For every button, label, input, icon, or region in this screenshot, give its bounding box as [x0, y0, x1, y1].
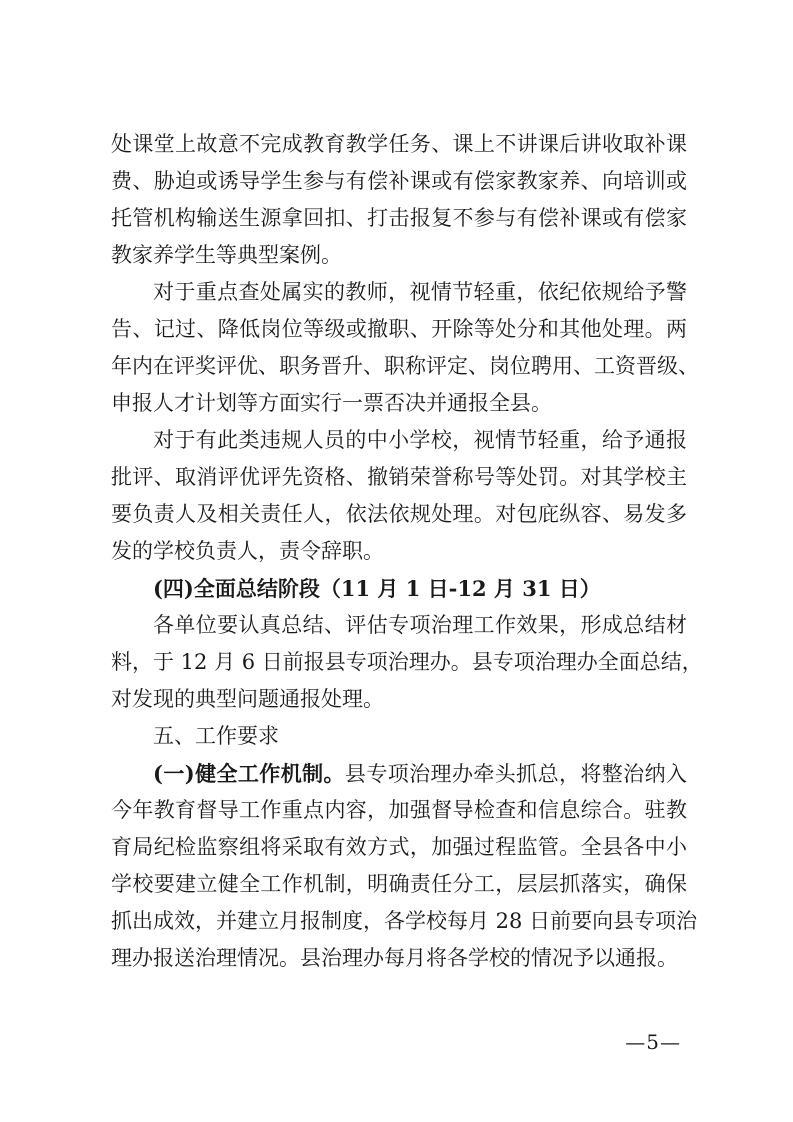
- subsection-heading: (一)健全工作机制。: [153, 761, 345, 786]
- text-line: 今年教育督导工作重点内容，加强督导检查和信息综合。驻教: [111, 798, 687, 822]
- text-line: 处课堂上故意不完成教育教学任务、课上不讲课后讲收取补课: [111, 132, 687, 156]
- text-line: 托管机构输送生源拿回扣、打击报复不参与有偿补课或有偿家: [111, 206, 687, 230]
- text-line: 批评、取消评优评先资格、撤销荣誉称号等处罚。对其学校主: [111, 465, 687, 489]
- text-line: 发的学校负责人，责令辞职。: [111, 539, 384, 563]
- text-line: 对于有此类违规人员的中小学校，视情节轻重，给予通报: [153, 428, 687, 452]
- document-body: [111, 126, 703, 977]
- text-line: 各单位要认真总结、评估专项治理工作效果，形成总结材: [153, 613, 687, 637]
- text-line: 申报人才计划等方面实行一票否决并通报全县。: [111, 391, 552, 415]
- text-line: 理办报送治理情况。县治理办每月将各学校的情况予以通报。: [111, 946, 678, 970]
- text-line: 料，于 12 月 6 日前报县专项治理办。县专项治理办全面总结，: [111, 650, 703, 674]
- chapter-heading: 五、工作要求: [153, 724, 279, 748]
- text-line-rest: 县专项治理办牵头抓总，将整治纳入: [344, 762, 687, 786]
- text-line: 年内在评奖评优、职务晋升、职称评定、岗位聘用、工资晋级、: [111, 354, 699, 378]
- text-line: 育局纪检监察组将采取有效方式，加强过程监管。全县各中小: [111, 835, 687, 859]
- text-line: 费、胁迫或诱导学生参与有偿补课或有偿家教家养、向培训或: [111, 169, 687, 193]
- section-heading: (四)全面总结阶段（11 月 1 日-12 月 31 日）: [153, 576, 601, 601]
- text-line: 对发现的典型问题通报处理。: [111, 687, 384, 711]
- text-line: 教家养学生等典型案例。: [111, 243, 342, 267]
- text-line: 要负责人及相关责任人，依法依规处理。对包庇纵容、易发多: [111, 502, 687, 526]
- text-line: 对于重点查处属实的教师，视情节轻重，依纪依规给予警: [153, 280, 687, 304]
- text-line: 抓出成效，并建立月报制度，各学校每月 28 日前要向县专项治: [111, 909, 698, 933]
- text-line: 学校要建立健全工作机制，明确责任分工，层层抓落实，确保: [111, 872, 687, 896]
- text-line: 告、记过、降低岗位等级或撤职、开除等处分和其他处理。两: [111, 317, 687, 341]
- page-number: —5—: [625, 1030, 681, 1054]
- text-line: [111, 755, 687, 792]
